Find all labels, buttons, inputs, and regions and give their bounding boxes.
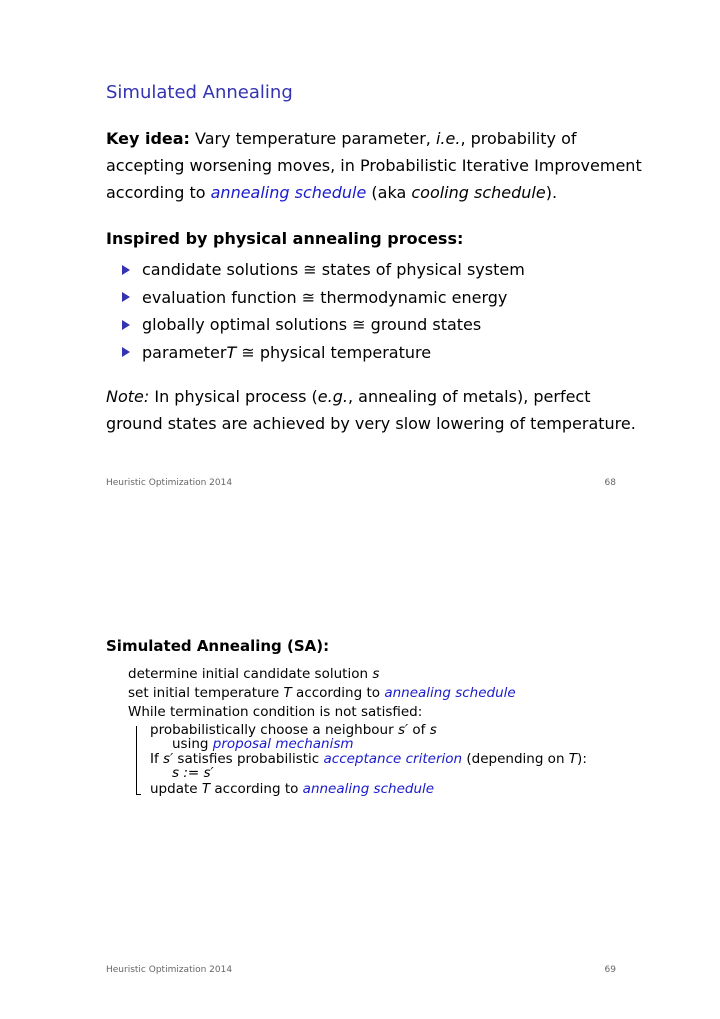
congruent-symbol: ≅ <box>241 342 255 362</box>
pseudocode-line <box>128 665 587 684</box>
bullet-left: evaluation function <box>142 287 297 307</box>
key-idea-text-3: (aka <box>366 183 412 202</box>
footer-course: Heuristic Optimization 2014 <box>106 965 233 975</box>
slide-title: Simulated Annealing <box>106 82 293 103</box>
list-item <box>122 311 525 339</box>
bullet-triangle-icon <box>122 265 130 275</box>
loop-bracket <box>136 726 137 795</box>
assignment: s := s′ <box>172 765 214 781</box>
loop-body <box>128 722 587 799</box>
footer-page-number: 69 <box>604 965 616 975</box>
note-text: In physical process ( <box>149 387 318 406</box>
footer-course: Heuristic Optimization 2014 <box>106 478 233 488</box>
key-idea-label: Key idea: <box>106 129 190 148</box>
code-text: ): <box>577 751 587 767</box>
pseudocode-line <box>150 780 587 799</box>
bullet-right: thermodynamic energy <box>320 287 508 307</box>
variable-T: T <box>226 342 237 362</box>
variable-T: T <box>283 685 292 701</box>
code-text: set initial temperature <box>128 685 284 701</box>
variable-s: s <box>429 722 437 738</box>
pseudocode-line <box>128 684 587 703</box>
bullet-right: states of physical system <box>321 260 525 279</box>
code-text: (depending on <box>462 751 569 767</box>
variable-T: T <box>568 751 578 767</box>
pseudocode-line <box>150 751 587 767</box>
code-text: using <box>172 736 213 752</box>
variable-s: s <box>372 666 380 682</box>
bullet-right: ground states <box>370 315 482 334</box>
bullet-triangle-icon <box>122 320 130 330</box>
proposal-mechanism-term: proposal mechanism <box>212 736 354 752</box>
ie-abbrev: i.e. <box>435 129 461 148</box>
code-text: satisfies probabilistic <box>173 751 324 767</box>
code-text: determine initial candidate solution <box>128 666 373 682</box>
variable-s-prime: s′ <box>397 722 409 738</box>
pseudocode-line <box>150 738 587 751</box>
annealing-schedule-term: annealing schedule <box>384 685 516 701</box>
annealing-schedule-term: annealing schedule <box>210 183 367 202</box>
bullet-left: candidate solutions <box>142 260 299 279</box>
sa-heading: Simulated Annealing (SA): <box>106 637 330 655</box>
note-text-2: , annealing of metals), perfect ground states are achieved by very slow lowering of temperature. <box>106 387 636 433</box>
footer-page-number: 68 <box>604 478 616 488</box>
list-item <box>122 339 525 367</box>
bullet-right: physical temperature <box>259 342 432 362</box>
bullet-triangle-icon <box>122 292 130 302</box>
list-item <box>122 256 525 284</box>
sa-pseudocode <box>128 665 587 799</box>
analogy-list <box>122 256 525 366</box>
code-text: according to <box>210 781 303 797</box>
code-text: according to <box>291 685 385 701</box>
variable-T: T <box>201 781 211 797</box>
key-idea-paragraph <box>106 125 646 206</box>
pseudocode-line <box>150 767 587 780</box>
inspired-heading: Inspired by physical annealing process: <box>106 229 464 248</box>
variable-s-prime: s′ <box>163 751 174 767</box>
key-idea-text-4: ). <box>545 183 558 202</box>
code-text: If <box>150 751 164 767</box>
bullet-triangle-icon <box>122 347 130 357</box>
congruent-symbol: ≅ <box>301 287 316 307</box>
code-text: of <box>408 722 430 738</box>
cooling-schedule-term: cooling schedule <box>411 183 546 202</box>
acceptance-criterion-term: acceptance criterion <box>323 751 463 767</box>
congruent-symbol: ≅ <box>352 315 366 334</box>
bullet-left: globally optimal solutions <box>142 315 348 334</box>
list-item <box>122 284 525 312</box>
bullet-left: parameter <box>142 342 227 362</box>
note-label: Note: <box>106 387 150 406</box>
code-text: probabilistically choose a neighbour <box>150 722 398 738</box>
eg-abbrev: e.g. <box>317 387 348 406</box>
code-text: update <box>150 781 202 797</box>
congruent-symbol: ≅ <box>303 260 317 279</box>
key-idea-text-2: , probability of accepting worsening moves, in Probabilistic Iterative Improvement according to <box>106 129 642 202</box>
key-idea-text: Vary temperature parameter, <box>189 129 436 148</box>
annealing-schedule-term: annealing schedule <box>302 781 435 797</box>
pseudocode-line: While termination condition is not satisfied: <box>128 704 423 720</box>
note-paragraph <box>106 383 646 437</box>
